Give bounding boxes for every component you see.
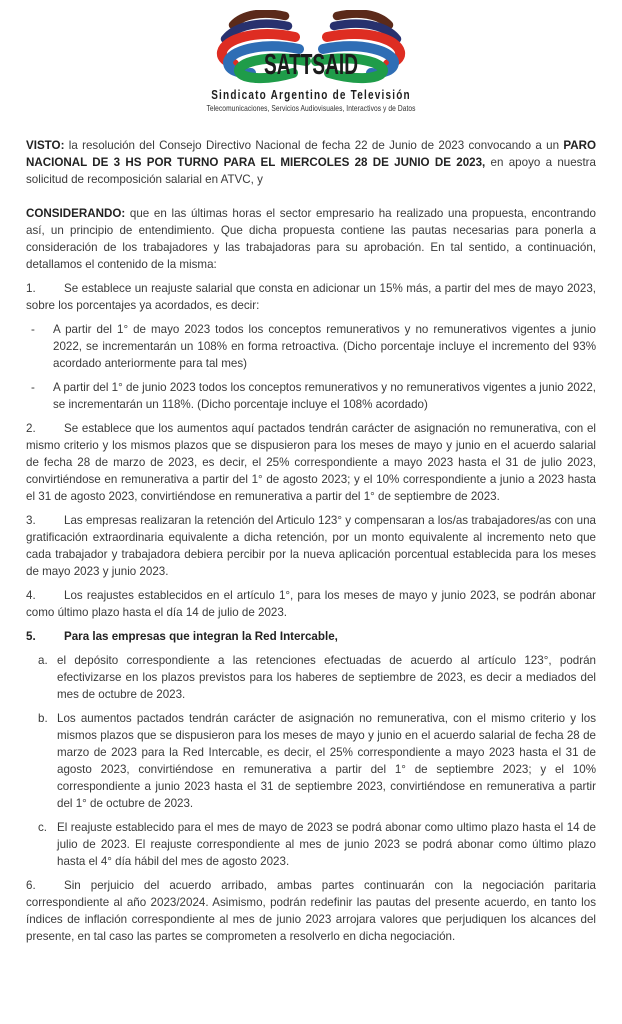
item-3-text: Las empresas realizaran la retención del Articulo 123° y compensaran a los/as trabajadores/as con una gratificación extraordinaria equivalente a dicha retención, por un monto equivalente al incremento neto que cada trabajador y trabajadora debiera percibir por la nueva aplicación porcentual establecida para los meses de mayo 2023 y junio 2023. — [26, 514, 596, 578]
logo-acronym: SATTSAID — [264, 49, 358, 81]
item-1 — [26, 280, 596, 314]
logo-art — [211, 10, 411, 84]
bullet-item-1 — [26, 321, 596, 372]
bullet-item-2 — [26, 379, 596, 413]
sub-item-c — [26, 819, 596, 870]
sub-item-b-marker: b. — [38, 712, 48, 725]
item-4-text: Los reajustes establecidos en el artículo 1°, para los meses de mayo y junio 2023, se podrán abonar como último plazo hasta el día 14 de julio de 2023. — [26, 589, 596, 619]
visto-bold-text: PARO NACIONAL DE 3 HS POR TURNO PARA EL MIERCOLES 28 DE JUNIO DE 2023, — [26, 139, 596, 169]
visto-label: VISTO: — [26, 139, 65, 152]
item-2-text: Se establece que los aumentos aquí pactados tendrán carácter de asignación no remunerativa, con el mismo criterio y los mismos plazos que se dispusieron para los meses de mayo y junio en el acuerdo salarial de fecha 28 de marzo de 2023, es decir, el 25% correspondiente a mayo 2023 hasta el 31 de julio 2023, convirtiéndose en remunerativa a partir del 1° de agosto 2023; y el 10% correspondiente a junio a 2023 hasta el 31 de agosto 2023, convirtiéndose en remunerativa a partir del 1° de septiembre de 2023. — [26, 422, 596, 503]
logo — [26, 10, 596, 113]
item-4 — [26, 587, 596, 621]
bullet-2-dash: - — [31, 381, 35, 394]
item-6-text: Sin perjuicio del acuerdo arribado, ambas partes continuarán con la negociación paritaria correspondiente al año 2023/2024. Asimismo, podrán redefinir las pautas del presente acuerdo, en tanto los índices de inflación correspondiente al mes de junio 2023 arrojara valores que perjudiquen los alcances del presente, en tal caso las partes se comprometen a resolverlo en dicha negociación. — [26, 879, 596, 943]
bullet-1-dash: - — [31, 323, 35, 336]
visto-paragraph — [26, 137, 596, 188]
sub-item-b — [26, 710, 596, 812]
considerando-text: que en las últimas horas el sector empresario ha realizado una propuesta, encontrando así, un principio de entendimiento. Que dicha propuesta contiene las pautas necesarias para ponerla a consideración de los trabajadores y las trabajadoras para su aprobación. En tal sentido, a continuación, detallamos el contenido de la misma: — [26, 207, 596, 271]
item-5 — [26, 628, 596, 645]
considerando-label: CONSIDERANDO: — [26, 207, 126, 220]
item-1-number: 1. — [26, 282, 36, 295]
item-4-number: 4. — [26, 589, 36, 602]
sub-item-c-marker: c. — [38, 821, 48, 834]
org-tagline: Telecomunicaciones, Servicios Audiovisuales, Interactivos y de Datos — [206, 103, 416, 113]
item-5-number: 5. — [26, 630, 36, 643]
sub-item-c-text: El reajuste establecido para el mes de mayo de 2023 se podrá abonar como ultimo plazo hasta el 14 de julio de 2023. El reajuste correspondiente al mes de junio 2023 se podrá abonar como último plazo hasta el 4° día hábil del mes de agosto 2023. — [57, 821, 596, 868]
item-6-number: 6. — [26, 879, 36, 892]
bullet-2-text: A partir del 1° de junio 2023 todos los conceptos remunerativos y no remunerativos vigentes a junio 2022, se incrementarán un 118%. (Dicho porcentaje incluye el 108% acordado) — [53, 381, 596, 411]
item-6 — [26, 877, 596, 945]
bullet-1-text: A partir del 1° de mayo 2023 todos los conceptos remunerativos y no remunerativos vigentes a junio 2022, se incrementarán un 108% en forma retroactiva. (Dicho porcentaje incluye el incremento del 93% acordado anteriormente para tal mes) — [53, 323, 596, 370]
item-3 — [26, 512, 596, 580]
visto-text-1: la resolución del Consejo Directivo Nacional de fecha 22 de Junio de 2023 convocando a un — [64, 139, 564, 152]
sattsaid-ribbon-logo-icon — [211, 10, 411, 84]
org-name: Sindicato Argentino de Televisión — [211, 88, 411, 102]
item-5-text: Para las empresas que integran la Red Intercable, — [64, 630, 338, 643]
item-1-text: Se establece un reajuste salarial que consta en adicionar un 15% más, a partir del mes de mayo 2023, sobre los porcentajes ya acordados, es decir: — [26, 282, 596, 312]
item-3-number: 3. — [26, 514, 36, 527]
sub-item-a-text: el depósito correspondiente a las retenciones efectuadas de acuerdo al artículo 123°, podrán efectivizarse en los plazos previstos para los haberes de septiembre de 2023, es decir a mediados del mes de octubre de 2023. — [57, 654, 596, 701]
document-body — [26, 137, 596, 945]
sub-item-a-marker: a. — [38, 654, 48, 667]
item-2-number: 2. — [26, 422, 36, 435]
sub-item-b-text: Los aumentos pactados tendrán carácter de asignación no remunerativa, con el mismo criterio y los mismos plazos que se dispusieron para los meses de mayo y junio en el acuerdo salarial de fecha 28 de marzo de 2023 para la Red Intercable, es decir, el 25% correspondiente a mayo 2023 hasta el 31 de agosto 2023, convirtiéndose en remunerativa a partir del 1° de septiembre 2023; y el 10% correspondiente a junio 2023 hasta el 31 de septiembre 2023, convirtiéndose en remunerativa a partir del 1° de octubre de 2023. — [57, 712, 596, 810]
sub-item-a — [26, 652, 596, 703]
visto-text-2: en apoyo a nuestra solicitud de recomposición salarial en ATVC, y — [26, 156, 596, 186]
item-2 — [26, 420, 596, 505]
considerando-paragraph — [26, 205, 596, 273]
